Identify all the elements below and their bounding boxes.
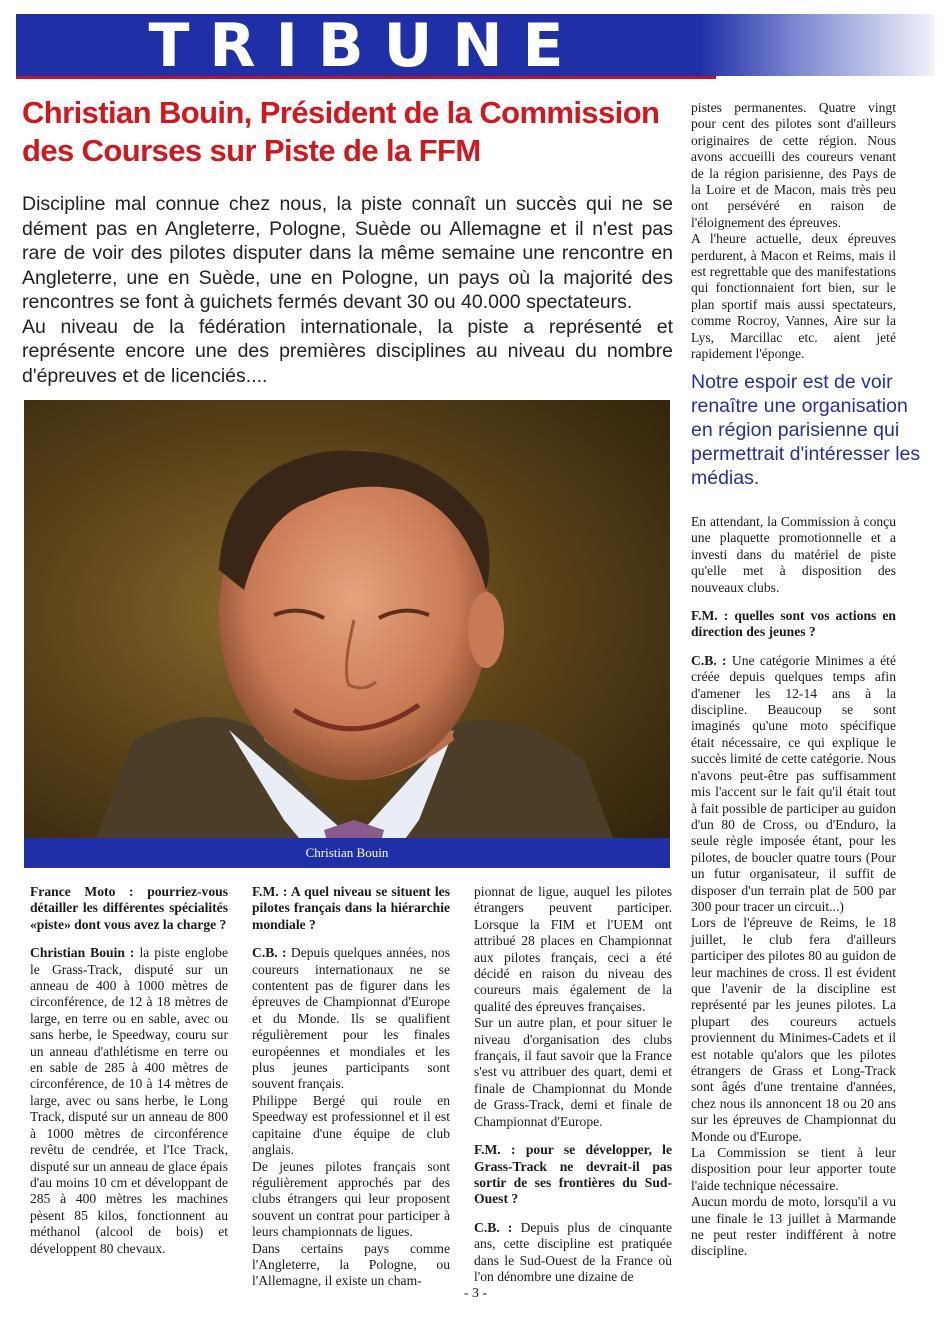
article-intro — [22, 192, 673, 388]
interview-answer: Depuis plus de cinquante ans, cette discipline est pratiquée dans le Sud-Ouest de la France où l'on dénombre une dizaine de — [474, 1219, 672, 1284]
article-headline: Christian Bouin, Président de la Commission des Courses sur Piste de la FFM — [22, 95, 660, 168]
speaker-label: C.B. : — [691, 652, 727, 668]
speaker-label: C.B. : — [474, 1219, 513, 1235]
body-paragraph: Aucun mordu de moto, lorsqu'il a vu une finale le 13 juillet à Marmande ne peut rester indifférent à notre discipline. — [691, 1194, 896, 1259]
article-column-4-top — [691, 100, 896, 363]
body-paragraph: De jeunes pilotes français sont régulièrement approchés par des clubs étrangers qui leur proposent souvent un contrat pour participer à leurs championnats de ligues. — [252, 1158, 450, 1240]
interview-question: F.M. : pour se développer, le Grass-Track ne devrait-il pas sortir de ses frontières du Sud-Ouest ? — [474, 1142, 672, 1207]
article-column-1 — [30, 884, 228, 1257]
speaker-label: C.B. : — [252, 945, 287, 961]
intro-paragraph: Au niveau de la fédération internationale, la piste a représenté et représente encore une des premières disciplines au niveau du nombre d'épreuves et de licenciés.... — [22, 315, 673, 387]
portrait-photo — [24, 400, 670, 868]
interview-answer: la piste englobe le Grass-Track, disputé sur un anneau de 400 à 1000 mètres de circonférence, de 12 à 18 mètres de large, en terre ou en sable, avec ou sans herbe, le Speedway, couru sur un anneau d'athlétisme en terre ou en sable de 285 à 400 mètres de circonférence, de 10 à 14 mètres de large, avec ou sans herbe, le Long Track, disputé sur un anneau de 800 à 1000 mètres de circonférence revêtu de cendrée, et l'Ice Track, disputé sur un anneau de glace épais d'au moins 10 cm et développant de 285 à 400 mètres les machines pèsent 85 kilos, fonctionnent au méthanol (alcool de bois) et développent 80 chevaux. — [30, 945, 228, 1256]
interview-question: France Moto : pourriez-vous détailler les différentes spécialités «piste» dont vous avez la charge ? — [30, 884, 228, 932]
body-paragraph: En attendant, la Commission à conçu une plaquette promotionnelle et a investi dans du matériel de piste qu'elle met à disposition des nouveaux clubs. — [691, 514, 896, 595]
body-paragraph: Sur un autre plan, et pour situer le niveau d'organisation des clubs français, il faut savoir que la France s'est vu attribuer des quart, demi et finale de Championnat du Monde de Grass-Track, demi et finale de Championnat d'Europe. — [474, 1015, 672, 1129]
body-paragraph: pistes permanentes. Quatre vingt pour cent des pilotes sont d'ailleurs originaires de cette région. Nous avons accueilli des coureurs venant de la région parisienne, des Pays de la Loire et de Macon, mais très peu ont persévéré en raison de l'éloignement des épreuves. — [691, 100, 896, 230]
photo-caption-bar — [24, 838, 670, 868]
banner-gradient — [700, 14, 935, 76]
photo-caption: Christian Bouin — [305, 845, 389, 860]
interview-question: F.M. : A quel niveau se situent les pilotes français dans la hiérarchie mondiale ? — [252, 884, 450, 932]
body-paragraph: pionnat de ligue, auquel les pilotes étrangers peuvent participer. Lorsque la FIM et l'UEM ont attribué 28 places en Championnat aux pilotes français, ceci a été décidé en raison du niveau des coureurs mais également de la qualité des épreuves françaises. — [474, 884, 672, 1014]
interview-question: F.M. : quelles sont vos actions en direction des jeunes ? — [691, 608, 896, 640]
body-paragraph: Dans certains pays comme l'Angleterre, la Pologne, ou l'Allemagne, il existe un cham- — [252, 1240, 450, 1289]
article-column-3 — [474, 884, 672, 1285]
section-title: TRIBUNE — [148, 11, 584, 81]
body-paragraph: Lors de l'épreuve de Reims, le 18 juillet, le club fera d'ailleurs participer des pilotes 80 au guidon de leur machines de cross. Il est évident que l'avenir de la discipline est représenté par les jeunes pilotes. La plupart des coureurs actuels proviennent du Minimes-Cadets et il est notable qu'alors que les pilotes étrangers de Grass et Long-Track sont âgés d'une trentaine d'années, chez nous ils annoncent 18 ou 20 ans sur les épreuves de Championnat du Monde ou d'Europe. — [691, 915, 896, 1144]
section-banner — [16, 11, 716, 81]
speaker-label: Christian Bouin : — [30, 945, 135, 961]
interview-answer: Une catégorie Minimes a été créée depuis quelques temps afin d'amener les 12-14 ans à la discipline. Beaucoup se sont imaginés qu'une moto spécifique était nécessaire, ce qui explique le succès limité de cette catégorie. Nous n'avons peut-être pas suffisamment mis l'accent sur le fait qu'il était tout à fait possible de participer au guidon d'un 80 de Cross, ou d'Enduro, la seule règle imposée étant, pour les pilotes, de boucler quatre tours (Pour un futur organisateur, il suffit de disposer d'un terrain plat de 500 par 300 pour tracer un circuit...) — [691, 652, 896, 914]
article-column-2 — [252, 884, 450, 1290]
interview-answer: Depuis quelques années, nos coureurs internationaux ne se contentent pas de figurer dans les épreuves de Championnat d'Europe et du Monde. Ils se qualifient régulièrement pour les finales européennes et mondiales et les plus jeunes participants sont souvent français. — [252, 945, 450, 1092]
body-paragraph: Philippe Bergé qui roule en Speedway est professionnel et il est capitaine d'une équipe de club anglais. — [252, 1092, 450, 1158]
pull-quote: Notre espoir est de voir renaître une organisation en région parisienne qui permettrait d'intéresser les médias. — [691, 371, 921, 489]
page-number: - 3 - — [463, 1286, 488, 1301]
body-paragraph: A l'heure actuelle, deux épreuves perdurent, à Macon et Reims, mais il est regrettable que des manifestations qui fonctionnaient fort bien, sur le plan sportif mais aussi spectateurs, comme Rocroy, Vannes, Aire sur la Lys, Marcillac etc. aient jeté rapidement l'éponge. — [691, 231, 896, 362]
body-paragraph: La Commission se tient à leur disposition pour leur apporter toute l'aide technique nécessaire. — [691, 1145, 896, 1193]
article-column-4-bottom — [691, 514, 896, 1260]
intro-paragraph: Discipline mal connue chez nous, la piste connaît un succès qui ne se dément pas en Angleterre, Pologne, Suède ou Allemagne et il n'est pas rare de voir des pilotes disputer dans la même semaine une rencontre en Angleterre, une en Suède, une en Pologne, un pays où la majorité des rencontres se font à guichets fermés devant 30 ou 40.000 spectateurs. — [22, 193, 673, 313]
portrait-illustration — [24, 400, 670, 868]
